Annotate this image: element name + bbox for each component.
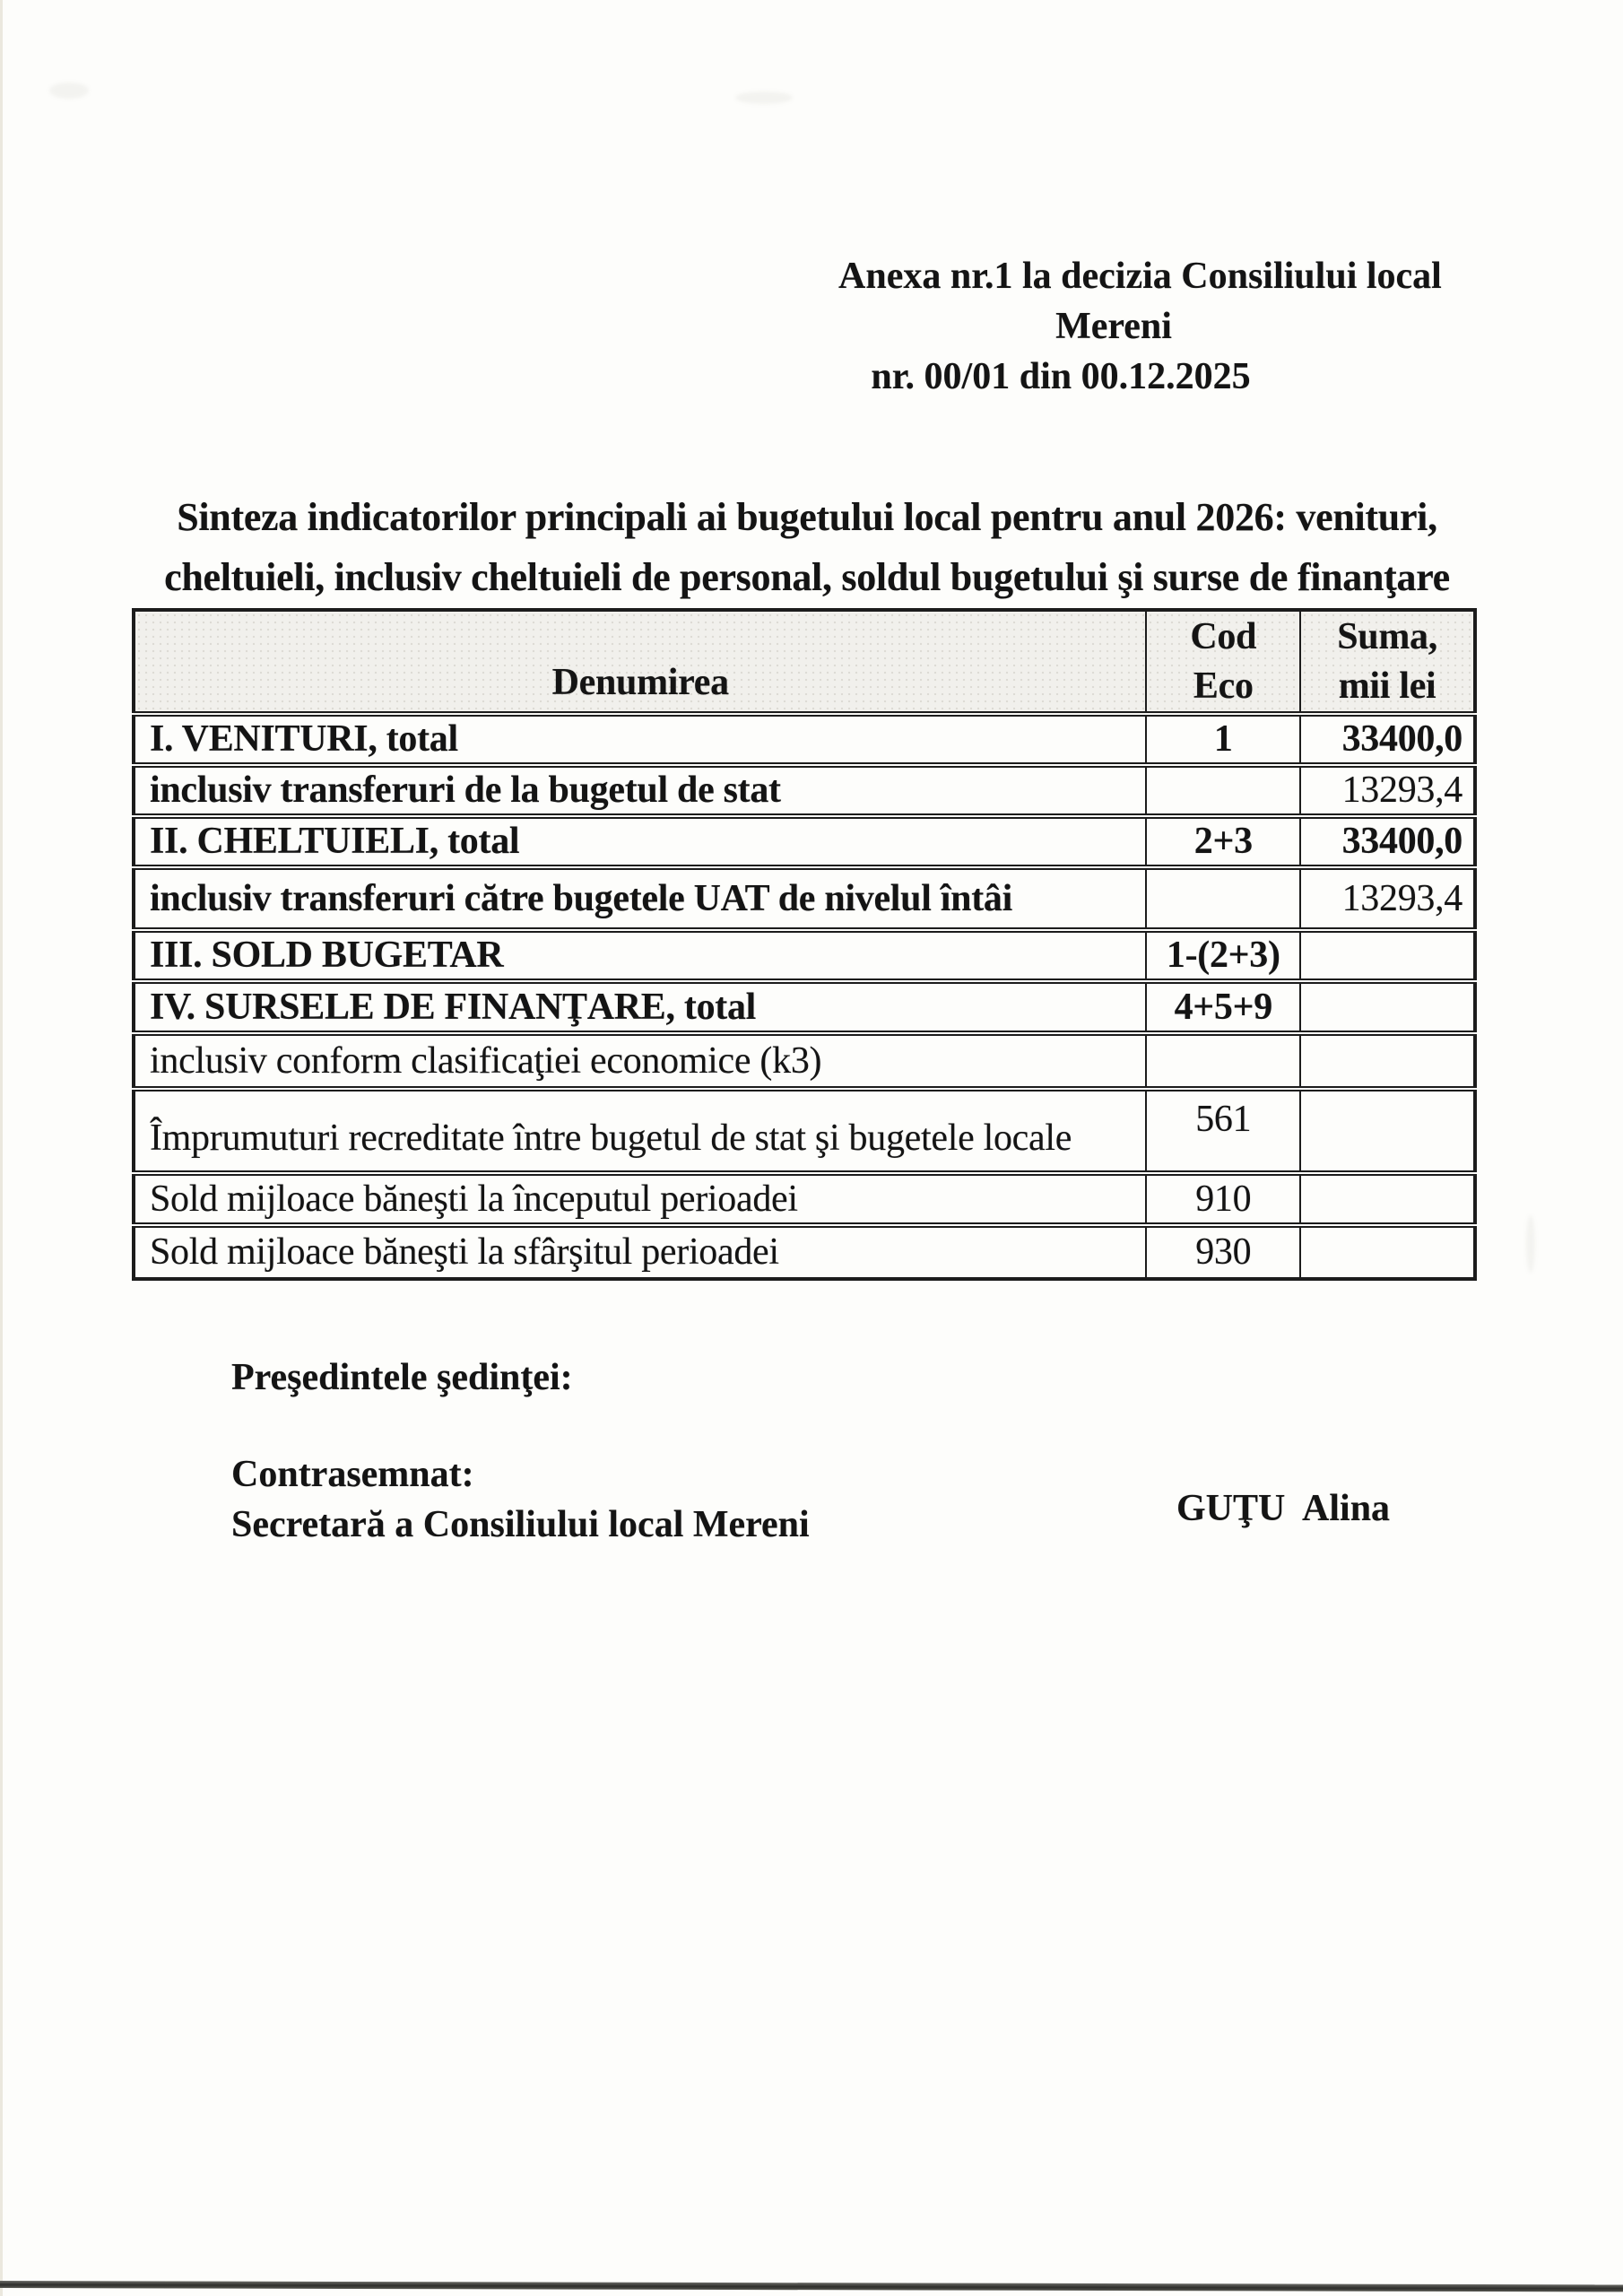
row-name-cell: III. SOLD BUGETAR	[134, 930, 1146, 981]
scan-smudge	[49, 83, 89, 99]
row-code-cell: 1	[1146, 714, 1300, 765]
row-code-cell: 1-(2+3)	[1146, 930, 1300, 981]
annex-note-line1: Anexa nr.1 la decizia Consiliului local	[838, 256, 1442, 297]
table-row	[134, 714, 1475, 765]
secretary-label: Secretară a Consiliului local Mereni	[231, 1504, 810, 1545]
budget-summary-table	[132, 608, 1477, 1281]
column-header-cod-eco	[1146, 610, 1300, 714]
scan-left-edge-artifact	[0, 0, 3, 2296]
row-name-cell: I. VENITURI, total	[134, 714, 1146, 765]
table-row	[134, 981, 1475, 1033]
table-row	[134, 1225, 1475, 1279]
document-title-line1: Sinteza indicatorilor principali ai bugetului local pentru anul 2026: venituri,	[177, 495, 1437, 539]
row-name-cell: Sold mijloace băneşti la începutul perioadei	[134, 1173, 1146, 1225]
row-code-cell	[1146, 867, 1300, 930]
countersigned-label: Contrasemnat:	[231, 1454, 474, 1495]
row-sum-cell	[1300, 1089, 1475, 1173]
row-sum-cell: 13293,4	[1300, 765, 1475, 816]
table-row	[134, 765, 1475, 816]
column-header-denumirea: Denumirea	[134, 610, 1146, 714]
row-sum-cell	[1300, 1173, 1475, 1225]
secretary-name: GUŢU Alina	[1176, 1488, 1391, 1529]
row-code-cell: 2+3	[1146, 816, 1300, 867]
scan-bottom-edge-artifact	[0, 2281, 1623, 2292]
scan-smudge	[735, 91, 793, 104]
row-name-cell: IV. SURSELE DE FINANŢARE, total	[134, 981, 1146, 1033]
table-header-row	[134, 610, 1475, 714]
table-row	[134, 1089, 1475, 1173]
row-sum-cell	[1300, 1033, 1475, 1089]
column-header-suma	[1300, 610, 1475, 714]
column-header-suma-line2: mii lei	[1338, 665, 1436, 707]
scan-smudge	[1526, 1215, 1535, 1273]
row-code-cell: 561	[1146, 1089, 1300, 1173]
row-name-cell: II. CHELTUIELI, total	[134, 816, 1146, 867]
row-code-cell	[1146, 765, 1300, 816]
row-sum-cell: 33400,0	[1300, 714, 1475, 765]
table-row	[134, 1033, 1475, 1089]
row-name-cell: inclusiv transferuri către bugetele UAT de nivelul întâi	[134, 867, 1146, 930]
annex-note-line2: Mereni	[1055, 306, 1172, 347]
row-code-cell: 910	[1146, 1173, 1300, 1225]
annex-note-line3: nr. 00/01 din 00.12.2025	[871, 356, 1251, 397]
table-row	[134, 816, 1475, 867]
row-name-cell: Împrumuturi recreditate între bugetul de stat şi bugetele locale	[134, 1089, 1146, 1173]
row-code-cell: 4+5+9	[1146, 981, 1300, 1033]
column-header-suma-line1: Suma,	[1337, 616, 1437, 657]
row-name-cell: inclusiv transferuri de la bugetul de stat	[134, 765, 1146, 816]
table-row	[134, 867, 1475, 930]
row-name-cell: inclusiv conform clasificaţiei economice (k3)	[134, 1033, 1146, 1089]
president-label: Preşedintele şedinţei:	[231, 1357, 573, 1398]
row-sum-cell	[1300, 930, 1475, 981]
row-sum-cell	[1300, 1225, 1475, 1279]
row-sum-cell: 13293,4	[1300, 867, 1475, 930]
row-code-cell: 930	[1146, 1225, 1300, 1279]
row-code-cell	[1146, 1033, 1300, 1089]
column-header-cod-line1: Cod	[1190, 616, 1257, 657]
row-sum-cell	[1300, 981, 1475, 1033]
row-name-cell: Sold mijloace băneşti la sfârşitul perioadei	[134, 1225, 1146, 1279]
document-title-line2: cheltuieli, inclusiv cheltuieli de personal, soldul bugetului şi surse de finanţare	[164, 555, 1450, 599]
column-header-cod-line2: Eco	[1193, 665, 1254, 707]
table-row	[134, 930, 1475, 981]
row-sum-cell: 33400,0	[1300, 816, 1475, 867]
table-row	[134, 1173, 1475, 1225]
